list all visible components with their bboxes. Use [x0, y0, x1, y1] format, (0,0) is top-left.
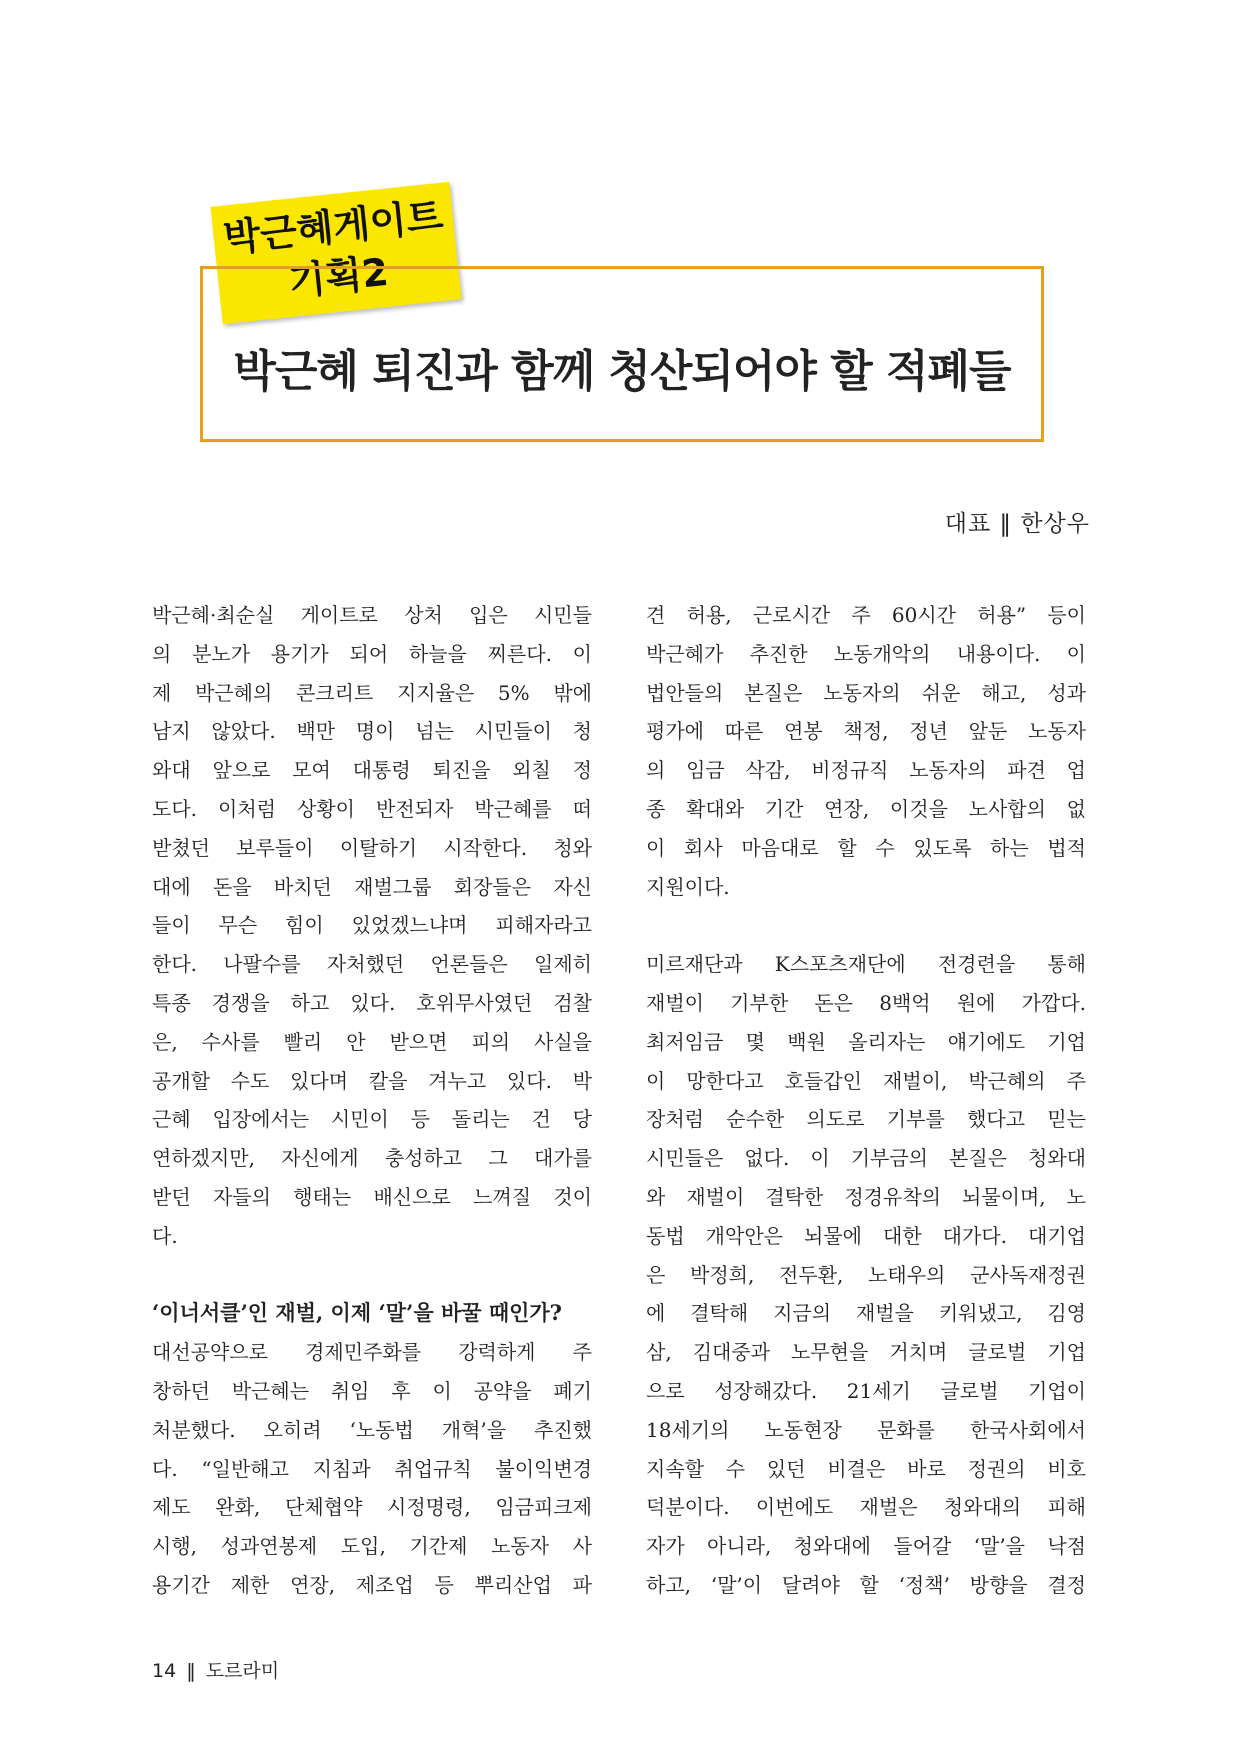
text-line: 특종 경쟁을 하고 있다. 호위무사였던 검찰 [152, 990, 592, 1015]
footer-separator: ‖ [186, 1660, 196, 1682]
text-line: 장처럼 순수한 의도로 기부를 했다고 믿는 [646, 1107, 1086, 1132]
page-footer [152, 1656, 279, 1683]
text-line: 미르재단과 K스포츠재단에 전경련을 통해 [646, 952, 1086, 977]
text-line: 동법 개악안은 뇌물에 대한 대가다. 대기업 [646, 1223, 1086, 1248]
text-line: 제 박근혜의 콘크리트 지지율은 5% 밖에 [152, 680, 592, 705]
left-column [152, 596, 592, 1605]
text-line: 법안들의 본질은 노동자의 쉬운 해고, 성과 [646, 680, 1086, 705]
blank-line [152, 1256, 592, 1295]
text-line: 재벌이 기부한 돈은 8백억 원에 가깝다. [646, 990, 1086, 1015]
article-title: 박근혜 퇴진과 함께 청산되어야 할 적폐들 [233, 346, 1011, 397]
text-line: 박근혜가 추진한 노동개악의 내용이다. 이 [646, 641, 1086, 666]
byline: 대표 ‖ 한상우 [944, 511, 1090, 537]
magazine-name: 도르라미 [205, 1660, 280, 1682]
text-line: 은 박정희, 전두환, 노태우의 군사독재정권 [646, 1262, 1086, 1287]
text-line: 으로 성장해갔다. 21세기 글로벌 기업이 [646, 1378, 1086, 1403]
text-line: 에 결탁해 지금의 재벌을 키워냈고, 김영 [646, 1301, 1086, 1326]
text-line: 연하겠지만, 자신에게 충성하고 그 대가를 [152, 1146, 592, 1171]
text-line: 시민들은 없다. 이 기부금의 본질은 청와대 [646, 1146, 1086, 1171]
text-line: 들이 무슨 힘이 있었겠느냐며 피해자라고 [152, 913, 592, 938]
text-line: 창하던 박근혜는 취임 후 이 공약을 폐기 [152, 1378, 592, 1403]
text-line: 와대 앞으로 모여 대통령 퇴진을 외칠 정 [152, 758, 592, 783]
text-line: 최저임금 몇 백원 올리자는 얘기에도 기업 [646, 1029, 1086, 1054]
text-line: 18세기의 노동현장 문화를 한국사회에서 [646, 1417, 1086, 1442]
text-line: 제도 완화, 단체협약 시정명령, 임금피크제 [152, 1495, 592, 1520]
text-line: 종 확대와 기간 연장, 이것을 노사합의 없 [646, 796, 1086, 821]
text-line: 삼, 김대중과 노무현을 거치며 글로벌 기업 [646, 1340, 1086, 1365]
page-number: 14 [152, 1660, 177, 1682]
text-line: 와 재벌이 결탁한 정경유착의 뇌물이며, 노 [646, 1184, 1086, 1209]
text-line: 견 허용, 근로시간 주 60시간 허용” 등이 [646, 603, 1086, 627]
text-line: 대선공약으로 경제민주화를 강력하게 주 [152, 1340, 592, 1365]
text-line: 이 망한다고 호들갑인 재벌이, 박근혜의 주 [646, 1068, 1086, 1093]
sticker-line-2: 기획2 [286, 249, 391, 304]
section-heading: ‘이너서클’인 재벌, 이제 ‘말’을 바꿀 때인가? [152, 1300, 562, 1326]
text-line: 지속할 수 있던 비결은 바로 정권의 비호 [646, 1456, 1086, 1481]
text-line: 은, 수사를 빨리 안 받으면 피의 사실을 [152, 1029, 592, 1054]
blank-line [646, 906, 1086, 945]
text-line: 평가에 따른 연봉 책정, 정년 앞둔 노동자 [646, 719, 1086, 744]
text-line: 시행, 성과연봉제 도입, 기간제 노동자 사 [152, 1534, 592, 1559]
text-line: 도다. 이처럼 상황이 반전되자 박근혜를 떠 [152, 796, 592, 821]
text-line: 다. “일반해고 지침과 취업규칙 불이익변경 [152, 1456, 592, 1481]
title-frame [200, 266, 1044, 442]
text-line: 남지 않았다. 백만 명이 넘는 시민들이 청 [152, 719, 592, 744]
right-column [646, 596, 1086, 1605]
text-line: 다. [152, 1223, 178, 1248]
sticker-line-1: 박근혜게이트 [221, 193, 446, 261]
text-line: 이 회사 마음대로 할 수 있도록 하는 법적 [646, 835, 1086, 860]
text-line: 의 임금 삭감, 비정규직 노동자의 파견 업 [646, 758, 1086, 783]
text-line: 받던 자들의 행태는 배신으로 느껴질 것이 [152, 1184, 592, 1209]
text-line: 지원이다. [646, 874, 730, 899]
text-line: 덕분이다. 이번에도 재벌은 청와대의 피해 [646, 1495, 1086, 1520]
text-line: 대에 돈을 바치던 재벌그룹 회장들은 자신 [152, 874, 592, 899]
text-line: 의 분노가 용기가 되어 하늘을 찌른다. 이 [152, 641, 592, 666]
text-line: 근혜 입장에서는 시민이 등 돌리는 건 당 [152, 1107, 592, 1132]
text-line: 하고, ‘말’이 달려야 할 ‘정책’ 방향을 결정 [646, 1572, 1086, 1597]
text-line: 처분했다. 오히려 ‘노동법 개혁’을 추진했 [152, 1417, 592, 1442]
text-line: 한다. 나팔수를 자처했던 언론들은 일제히 [152, 952, 592, 977]
text-line: 박근혜·최순실 게이트로 상처 입은 시민들 [152, 603, 592, 627]
text-line: 공개할 수도 있다며 칼을 겨누고 있다. 박 [152, 1068, 592, 1093]
text-line: 자가 아니라, 청와대에 들어갈 ‘말’을 낙점 [646, 1534, 1086, 1559]
text-line: 받쳤던 보루들이 이탈하기 시작한다. 청와 [152, 835, 592, 860]
text-line: 용기간 제한 연장, 제조업 등 뿌리산업 파 [152, 1572, 592, 1597]
